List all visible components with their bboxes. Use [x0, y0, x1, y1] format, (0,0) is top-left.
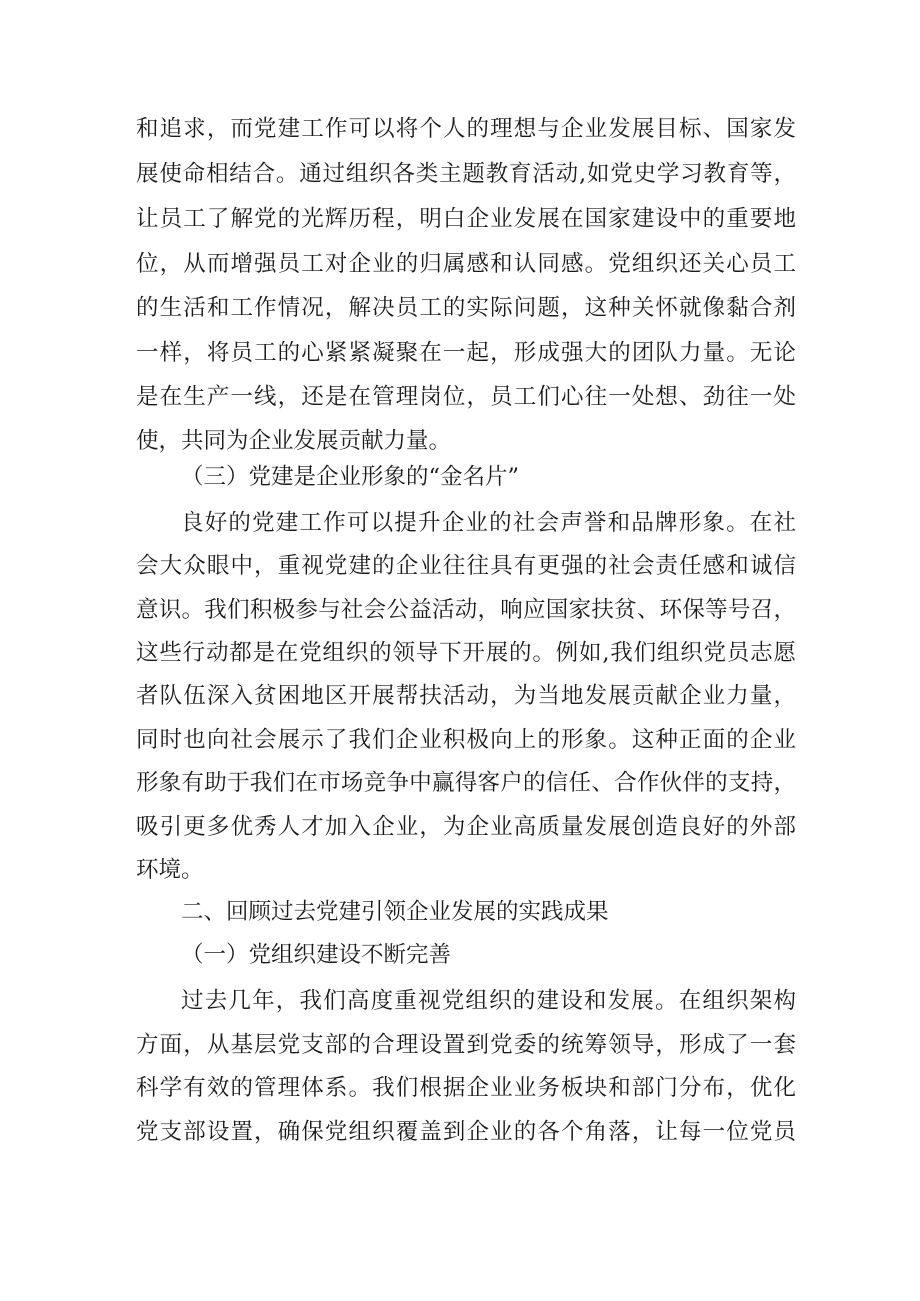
paragraph-line: 吸引更多优秀人才加入企业，为企业高质量发展创造良好的外部 — [136, 814, 796, 840]
paragraph-line: 使，共同为企业发展贡献力量。 — [136, 428, 452, 454]
paragraph-line: 展使命相结合。通过组织各类主题教育活动,如党史学习教育等， — [136, 161, 796, 187]
paragraph-line: 一样，将员工的心紧紧凝聚在一起，形成强大的团队力量。无论 — [136, 340, 796, 366]
paragraph-line: 意识。我们积极参与社会公益活动，响应国家扶贫、环保等号召， — [136, 597, 796, 623]
paragraph-line: 是在生产一线，还是在管理岗位，员工们心往一处想、劲往一处 — [136, 384, 796, 410]
paragraph-line: 方面，从基层党支部的合理设置到党委的统筹领导，形成了一套 — [136, 1032, 796, 1058]
paragraph-line: 良好的党建工作可以提升企业的社会声誉和品牌形象。在社 — [181, 510, 796, 536]
subsection-heading: （一）党组织建设不断完善 — [181, 942, 452, 968]
paragraph-line: 的生活和工作情况，解决员工的实际问题，这种关怀就像黏合剂 — [136, 295, 796, 321]
paragraph-line: 位，从而增强员工对企业的归属感和认同感。党组织还关心员工 — [136, 251, 796, 277]
paragraph-line: 这些行动都是在党组织的领导下开展的。例如,我们组织党员志愿 — [136, 640, 796, 666]
paragraph-line: 者队伍深入贫困地区开展帮扶活动，为当地发展贡献企业力量， — [136, 683, 796, 709]
paragraph-line: 和追求，而党建工作可以将个人的理想与企业发展目标、国家发 — [136, 116, 796, 142]
paragraph-line: 环境。 — [136, 857, 204, 883]
paragraph-line: 同时也向社会展示了我们企业积极向上的形象。这种正面的企业 — [136, 727, 796, 753]
paragraph-line: 形象有助于我们在市场竞争中赢得客户的信任、合作伙伴的支持， — [136, 770, 796, 796]
paragraph-line: 让员工了解党的光辉历程，明白企业发展在国家建设中的重要地 — [136, 206, 796, 232]
paragraph-line: 过去几年，我们高度重视党组织的建设和发展。在组织架构 — [181, 988, 796, 1014]
paragraph-line: 会大众眼中，重视党建的企业往往具有更强的社会责任感和诚信 — [136, 553, 796, 579]
subsection-heading: （三）党建是企业形象的“金名片” — [181, 464, 520, 490]
section-title: 二、回顾过去党建引领企业发展的实践成果 — [181, 899, 609, 925]
paragraph-line: 党支部设置，确保党组织覆盖到企业的各个角落，让每一位党员 — [136, 1119, 796, 1145]
paragraph-line: 科学有效的管理体系。我们根据企业业务板块和部门分布，优化 — [136, 1075, 796, 1101]
